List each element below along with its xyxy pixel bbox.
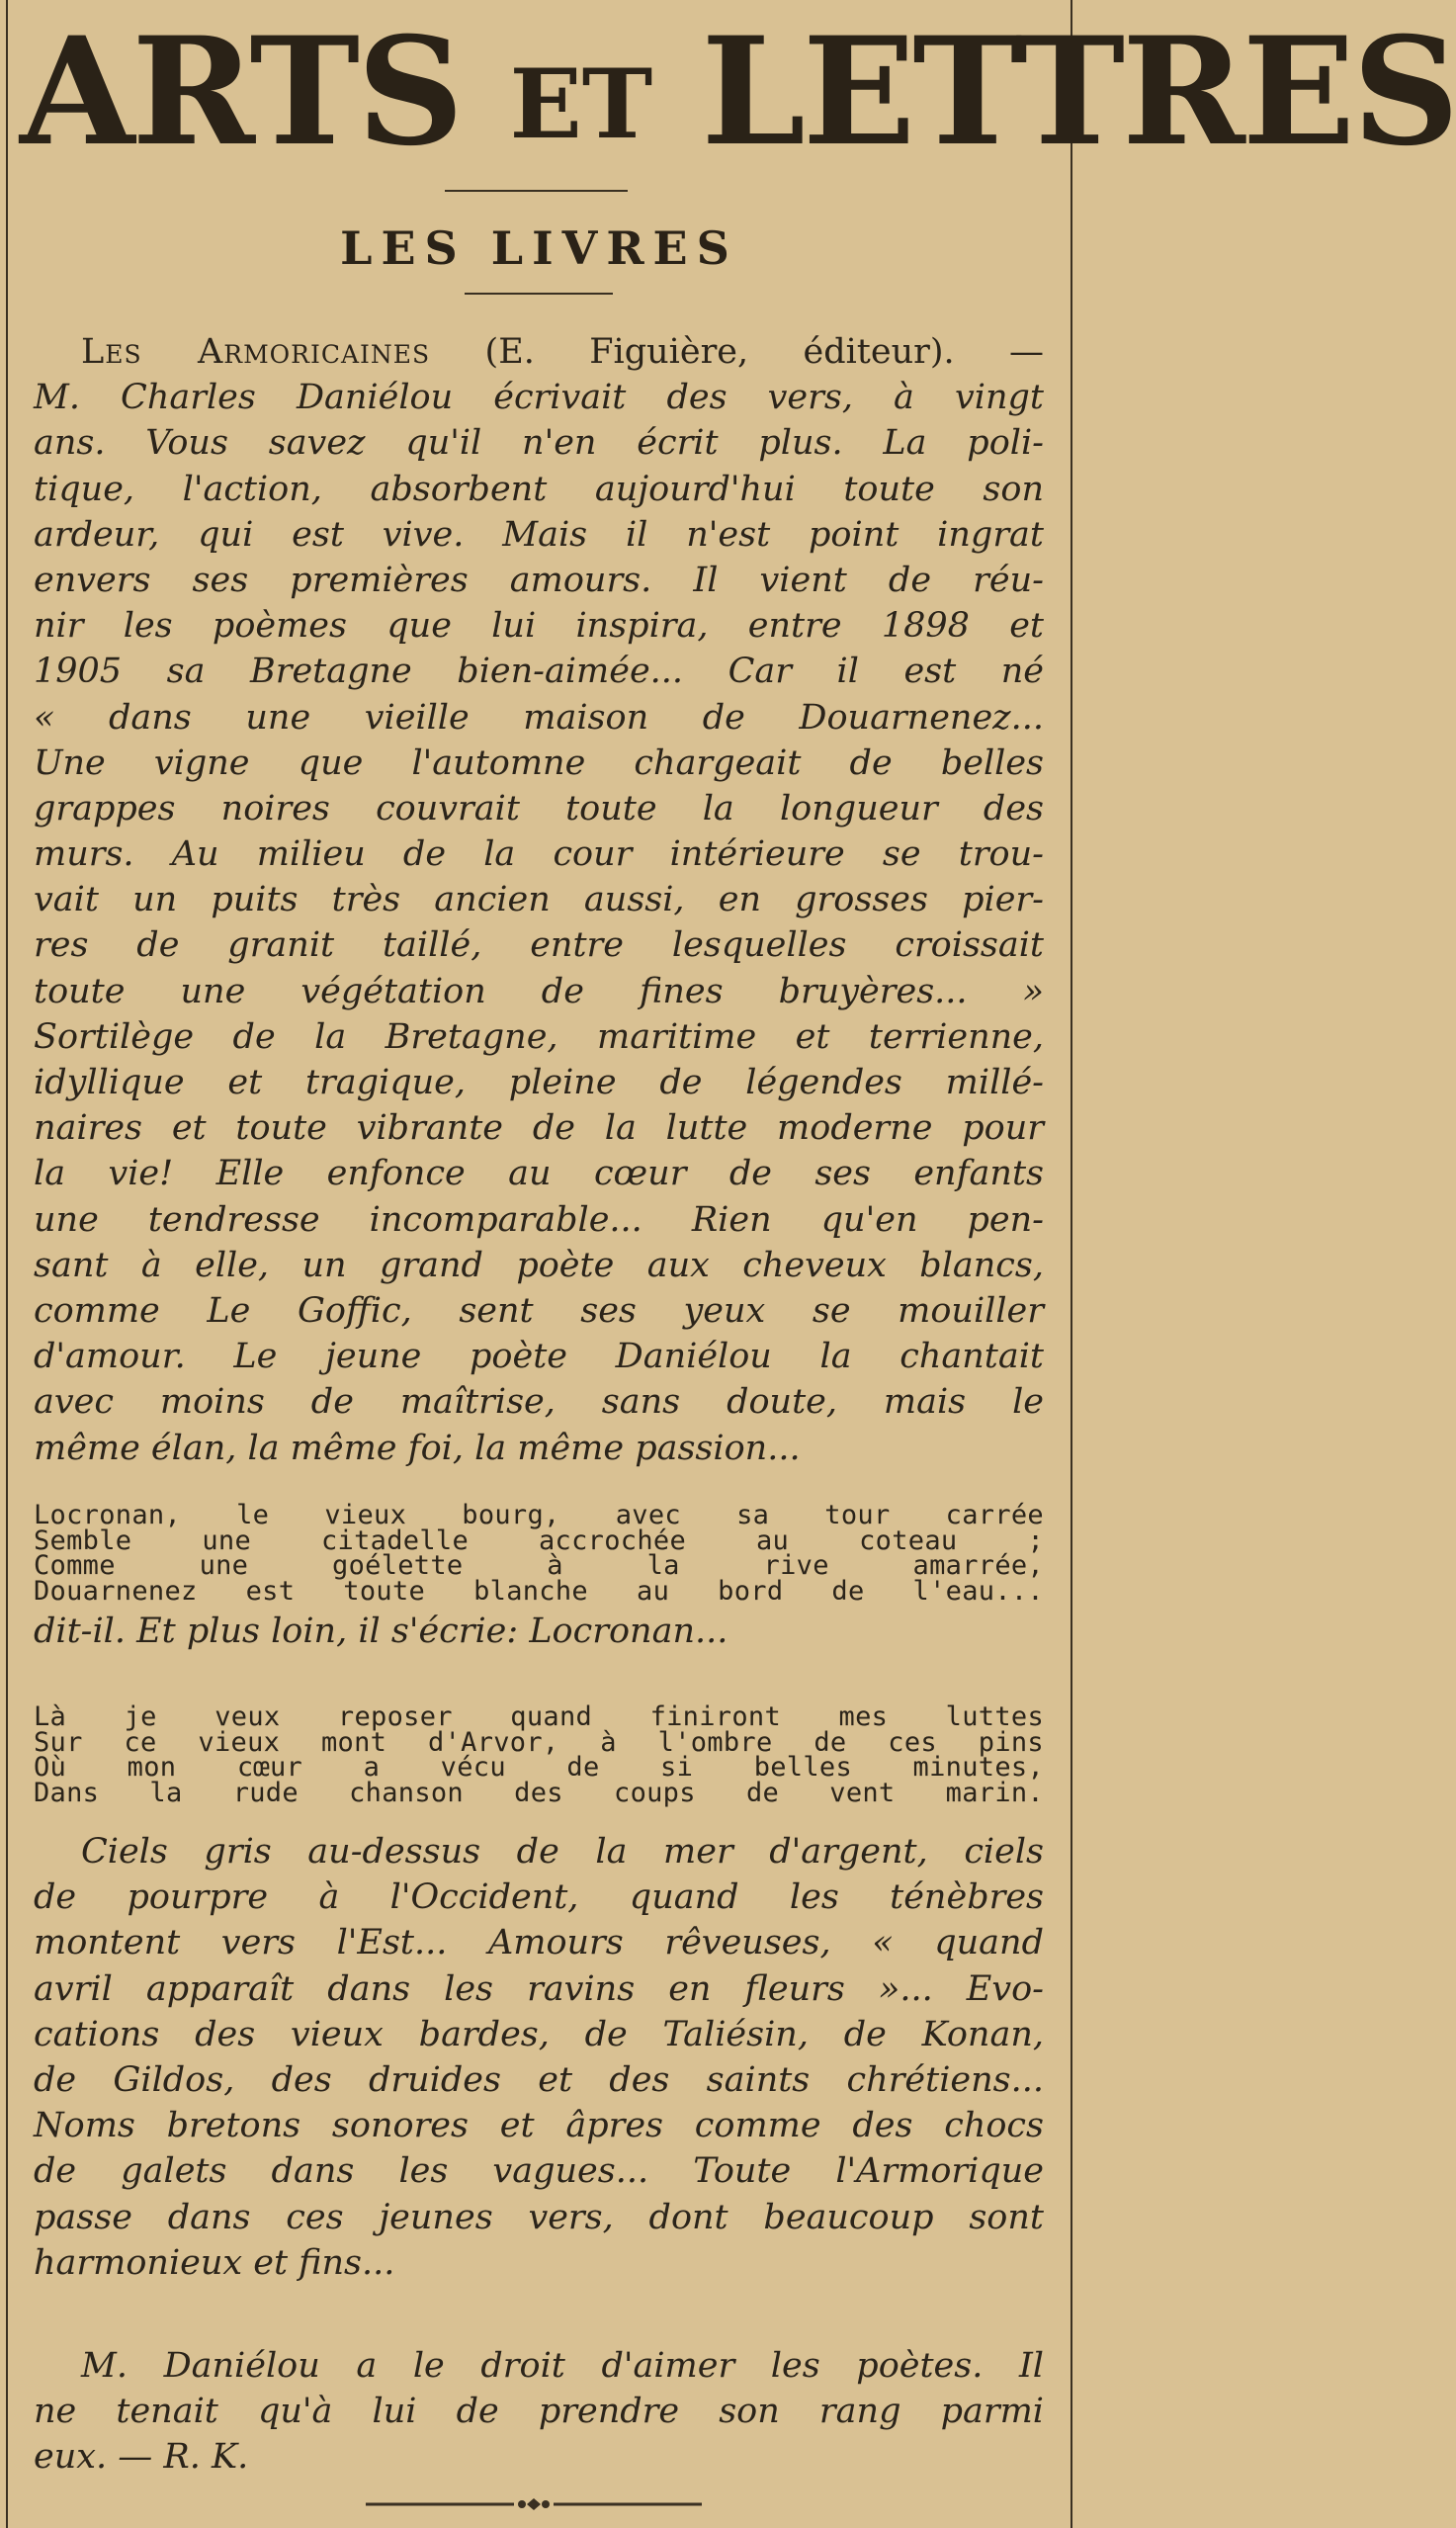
masthead-arts: ARTS [20, 5, 462, 179]
paragraph-line: nir les poèmes que lui inspira, entre 1898 et [34, 606, 1044, 647]
paragraph-line: comme Le Goffic, sent ses yeux se mouiller [34, 1290, 1044, 1331]
masthead-title [20, 5, 1456, 179]
paragraph-line: même élan, la même foi, la même passion... [34, 1428, 801, 1468]
paragraph-line: avec moins de maîtrise, sans doute, mais le [34, 1382, 1044, 1423]
masthead-rule [445, 190, 628, 192]
paragraph-line: Noms bretons sonores et âpres comme des chocs [34, 2106, 1044, 2146]
paragraph-line: ans. Vous savez qu'il n'en écrit plus. La poli- [34, 423, 1044, 464]
paragraph-line: de pourpre à l'Occident, quand les ténèbres [34, 1877, 1044, 1918]
paragraph-line: une tendresse incomparable... Rien qu'en pen- [34, 1199, 1044, 1240]
paragraph-line: eux. — R. K. [34, 2437, 249, 2478]
verse-line: Là je veux reposer quand finiront mes luttes [34, 1701, 1044, 1732]
paragraph-line: Ciels gris au-dessus de la mer d'argent, ciels [81, 1832, 1044, 1872]
paragraph-line: res de granit taillé, entre lesquelles croissait [34, 925, 1044, 966]
column-rule-right [1071, 0, 1072, 2528]
section-rule [465, 293, 613, 295]
paragraph-line: de galets dans les vagues... Toute l'Armorique [34, 2151, 1044, 2192]
paragraph-line: la vie! Elle enfonce au cœur de ses enfants [34, 1154, 1044, 1194]
section-title: LES LIVRES [340, 221, 738, 275]
paragraph-line: vait un puits très ancien aussi, en grosses pier- [34, 880, 1044, 920]
review-paragraph-1 [34, 329, 1044, 1471]
paragraph-line: Une vigne que l'automne chargeait de belles [34, 742, 1044, 783]
paragraph-line: 1905 sa Bretagne bien-aimée... Car il est né [34, 652, 1044, 692]
verse-stanza-1 [34, 1500, 1044, 1607]
paragraph-line: « dans une vieille maison de Douarnenez... [34, 697, 1044, 738]
paragraph-line: avril apparaît dans les ravins en fleurs »... Evo- [34, 1968, 1044, 2009]
paragraph-line: d'amour. Le jeune poète Daniélou la chantait [34, 1337, 1044, 1377]
interlude-line [34, 1609, 1044, 1654]
paragraph-line: envers ses premières amours. Il vient de réu- [34, 560, 1044, 600]
paragraph-line: passe dans ces jeunes vers, dont beaucoup sont [34, 2197, 1044, 2237]
verse-line: Sur ce vieux mont d'Arvor, à l'ombre de ces pins [34, 1726, 1044, 1758]
review-paragraph-2 [34, 1829, 1044, 2286]
paragraph-line: sant à elle, un grand poète aux cheveux blancs, [34, 1245, 1044, 1285]
paragraph-line [34, 329, 1044, 375]
paragraph-line: tique, l'action, absorbent aujourd'hui toute son [34, 469, 1044, 509]
verse-line: Comme une goélette à la rive amarrée, [34, 1550, 1044, 1581]
paragraph-line: Sortilège de la Bretagne, maritime et terrienne, [34, 1016, 1044, 1057]
paragraph-text: (E. Figuière, éditeur). — [430, 332, 1044, 372]
paragraph-line: M. Charles Daniélou écrivait des vers, à vingt [34, 378, 1044, 418]
paragraph-line: montent vers l'Est... Amours rêveuses, « quand [34, 1923, 1044, 1963]
verse-line: Locronan, le vieux bourg, avec sa tour carrée [34, 1500, 1044, 1530]
paragraph-line: grappes noires couvrait toute la longueur des [34, 788, 1044, 828]
paragraph-line: naires et toute vibrante de la lutte moderne pour [34, 1108, 1044, 1149]
masthead-et: ET [509, 48, 653, 160]
verse-line: Dans la rude chanson des coups de vent marin. [34, 1777, 1044, 1808]
paragraph-line: de Gildos, des druides et des saints chrétiens... [34, 2059, 1044, 2100]
verse-line: Où mon cœur a vécu de si belles minutes, [34, 1752, 1044, 1783]
paragraph-line: idyllique et tragique, pleine de légendes millé- [34, 1063, 1044, 1102]
ornament-divider [366, 2497, 702, 2511]
column-rule-left [6, 0, 8, 2528]
verse-stanza-2 [34, 1701, 1044, 1808]
paragraph-line: ne tenait qu'à lui de prendre son rang parmi [34, 2392, 1044, 2432]
book-title: Les Armoricaines [81, 332, 431, 372]
paragraph-line: toute une végétation de fines bruyères... » [34, 971, 1044, 1011]
verse-line: Douarnenez est toute blanche au bord de l'eau... [34, 1575, 1044, 1607]
paragraph-line: dit-il. Et plus loin, il s'écrie: Locronan... [34, 1612, 728, 1651]
verse-line: Semble une citadelle accrochée au coteau ; [34, 1525, 1044, 1556]
masthead-lettres: LETTRES [701, 5, 1456, 179]
paragraph-line: murs. Au milieu de la cour intérieure se trou- [34, 834, 1044, 875]
paragraph-line: ardeur, qui est vive. Mais il n'est point ingrat [34, 514, 1044, 555]
paragraph-line: M. Daniélou a le droit d'aimer les poètes. Il [81, 2346, 1044, 2386]
paragraph-line: cations des vieux bardes, de Taliésin, de Konan, [34, 2014, 1044, 2054]
review-paragraph-3 [34, 2343, 1044, 2481]
paragraph-line: harmonieux et fins... [34, 2242, 395, 2283]
